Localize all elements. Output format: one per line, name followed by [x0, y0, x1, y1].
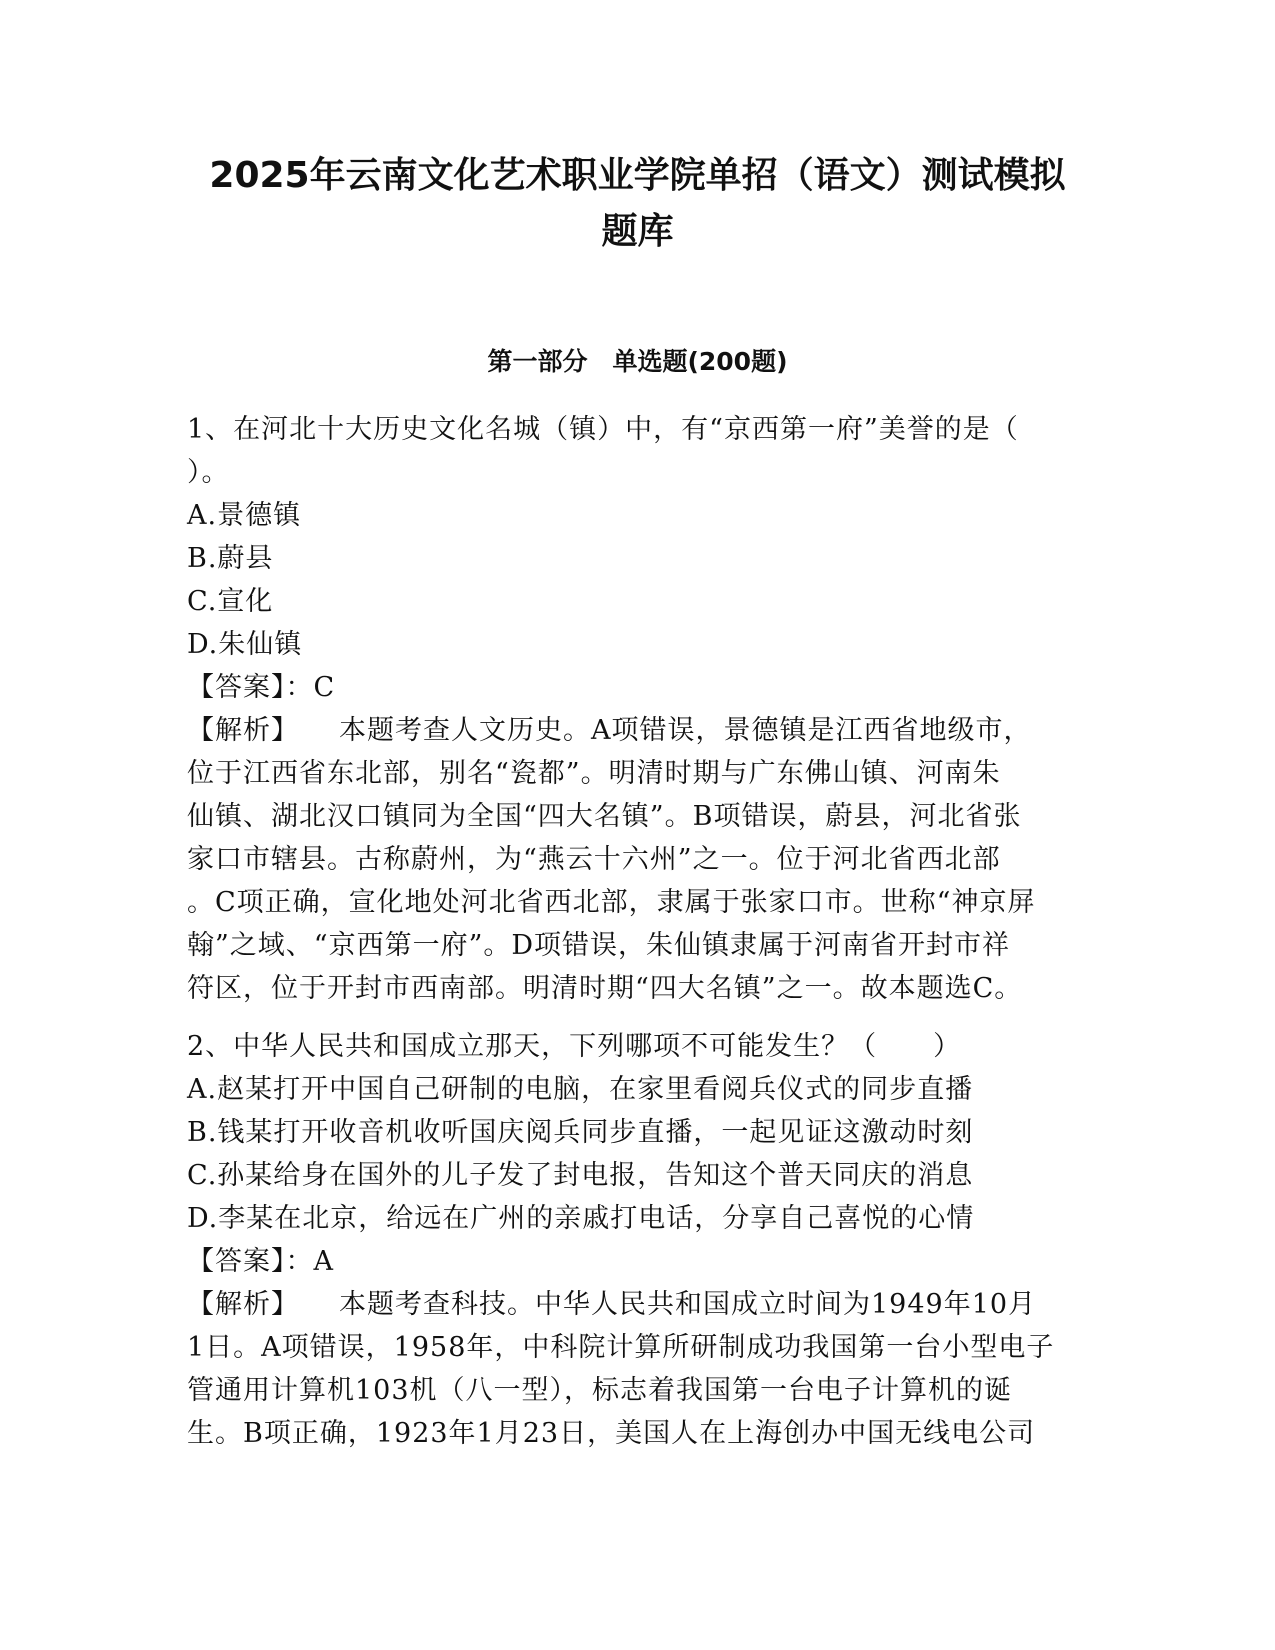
question-stem-line: 1、在河北十大历史文化名城（镇）中，有“京西第一府”美誉的是（: [187, 414, 1019, 445]
section-heading: 第一部分 单选题(200题): [487, 347, 788, 376]
analysis-label: 【解析】: [187, 715, 299, 746]
analysis-text-line: 符区，位于开封市西南部。明清时期“四大名镇”之一。故本题选C。: [187, 973, 1023, 1004]
title-line-1: 2025年云南文化艺术职业学院单招（语文）测试模拟: [209, 155, 1066, 196]
answer-value: A: [313, 1246, 334, 1277]
analysis-text-line: 家口市辖县。古称蔚州，为“燕云十六州”之一。位于河北省西北部: [187, 844, 1001, 875]
option-d: D.朱仙镇: [187, 629, 303, 660]
answer-line: [187, 666, 1082, 709]
analysis-line: [187, 1283, 1082, 1326]
answer-label: 【答案】：: [187, 672, 314, 703]
question-1: [187, 408, 1082, 1010]
option-b: B.蔚县: [187, 543, 274, 574]
analysis-line: [187, 709, 1082, 752]
analysis-text-line: 位于江西省东北部，别名“瓷都”。明清时期与广东佛山镇、河南朱: [187, 758, 1001, 789]
analysis-text-line: 。C项正确，宣化地处河北省西北部，隶属于张家口市。世称“神京屏: [187, 887, 1036, 918]
question-stem-line: 2、中华人民共和国成立那天，下列哪项不可能发生？（ ）: [187, 1031, 962, 1062]
analysis-text-line: 翰”之域、“京西第一府”。D项错误，朱仙镇隶属于河南省开封市祥: [187, 930, 1011, 961]
option-c: C.宣化: [187, 586, 274, 617]
option-b: B.钱某打开收音机收听国庆阅兵同步直播，一起见证这激动时刻: [187, 1117, 974, 1148]
analysis-text-line: 1日。A项错误，1958年，中科院计算所研制成功我国第一台小型电子: [187, 1332, 1055, 1363]
option-a: A.景德镇: [187, 500, 302, 531]
option-d: D.李某在北京，给远在广州的亲戚打电话，分享自己喜悦的心情: [187, 1203, 975, 1234]
option-a: A.赵某打开中国自己研制的电脑，在家里看阅兵仪式的同步直播: [187, 1074, 974, 1105]
question-stem-line: ）。: [187, 457, 230, 488]
title-line-2: 题库: [601, 211, 674, 252]
analysis-text-line: 生。B项正确，1923年1月23日，美国人在上海创办中国无线电公司: [187, 1418, 1036, 1449]
answer-label: 【答案】：: [187, 1246, 314, 1277]
answer-value: C: [313, 672, 336, 703]
answer-line: [187, 1240, 1082, 1283]
analysis-label: 【解析】: [187, 1289, 299, 1320]
analysis-text: 本题考查科技。中华人民共和国成立时间为1949年10月: [339, 1289, 1037, 1320]
option-c: C.孙某给身在国外的儿子发了封电报，告知这个普天同庆的消息: [187, 1160, 974, 1191]
question-list: [187, 408, 1082, 1455]
analysis-text-line: 管通用计算机103机（八一型），标志着我国第一台电子计算机的诞: [187, 1375, 1013, 1406]
analysis-text-line: 仙镇、湖北汉口镇同为全国“四大名镇”。B项错误，蔚县，河北省张: [187, 801, 1022, 832]
question-2: [187, 1025, 1082, 1455]
analysis-text: 本题考查人文历史。A项错误，景德镇是江西省地级市，: [339, 715, 1032, 746]
document-title: [150, 148, 1125, 260]
